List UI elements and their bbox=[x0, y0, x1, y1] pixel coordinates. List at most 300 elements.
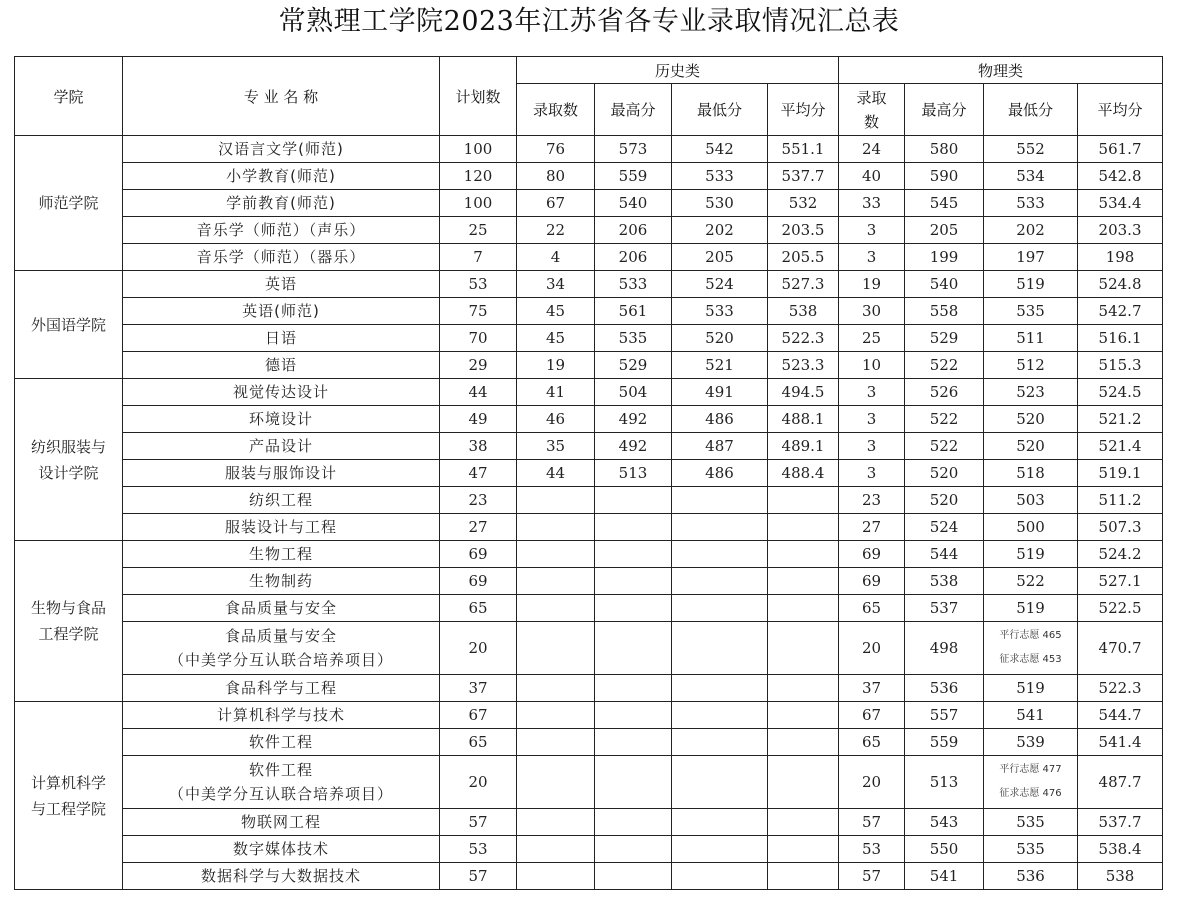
header-physics-group: 物理类 bbox=[839, 57, 1163, 84]
physics-avg-cell: 511.2 bbox=[1078, 487, 1163, 514]
history-admit-cell: 67 bbox=[517, 190, 595, 217]
major-name: 音乐学（师范）（器乐） bbox=[196, 248, 366, 266]
physics-min-cell: 535 bbox=[984, 809, 1078, 836]
major-name: 数字媒体技术 bbox=[232, 840, 329, 858]
history-max-cell bbox=[595, 514, 672, 541]
physics-avg-cell: 527.1 bbox=[1078, 568, 1163, 595]
major-program-note: （中美学分互认联合培养项目） bbox=[168, 651, 393, 669]
plan-cell: 69 bbox=[440, 541, 517, 568]
table-row bbox=[15, 217, 1163, 244]
college-name-line2: 工程学院 bbox=[38, 625, 99, 643]
physics-min-cell: 539 bbox=[984, 729, 1078, 756]
physics-max-cell: 205 bbox=[905, 217, 984, 244]
header-history-group: 历史类 bbox=[517, 57, 839, 84]
header-physics-admit-line1: 录取 bbox=[856, 88, 887, 107]
major-name: 数据科学与大数据技术 bbox=[200, 867, 361, 885]
history-max-cell: 206 bbox=[595, 244, 672, 271]
physics-admit-cell: 57 bbox=[839, 809, 905, 836]
physics-admit-cell: 3 bbox=[839, 433, 905, 460]
plan-cell: 29 bbox=[440, 352, 517, 379]
college-name-line1: 师范学院 bbox=[38, 194, 99, 212]
major-name: 软件工程 bbox=[248, 733, 313, 751]
major-cell bbox=[123, 352, 440, 379]
physics-max-cell: 559 bbox=[905, 729, 984, 756]
history-avg-cell bbox=[768, 541, 839, 568]
history-min-cell: 487 bbox=[672, 433, 768, 460]
plan-cell: 44 bbox=[440, 379, 517, 406]
physics-admit-cell: 65 bbox=[839, 595, 905, 622]
major-cell bbox=[123, 514, 440, 541]
plan-cell: 69 bbox=[440, 568, 517, 595]
plan-cell: 75 bbox=[440, 298, 517, 325]
physics-avg-cell: 534.4 bbox=[1078, 190, 1163, 217]
major-cell bbox=[123, 271, 440, 298]
plan-cell: 49 bbox=[440, 406, 517, 433]
physics-avg-cell: 544.7 bbox=[1078, 702, 1163, 729]
history-max-cell bbox=[595, 595, 672, 622]
history-max-cell: 540 bbox=[595, 190, 672, 217]
table-row bbox=[15, 487, 1163, 514]
physics-max-cell: 522 bbox=[905, 406, 984, 433]
physics-admit-cell: 3 bbox=[839, 460, 905, 487]
major-name: 食品质量与安全 bbox=[224, 599, 337, 617]
history-max-cell bbox=[595, 675, 672, 702]
physics-avg-cell: 538 bbox=[1078, 863, 1163, 890]
history-admit-cell bbox=[517, 836, 595, 863]
college-name-line1: 计算机科学 bbox=[30, 773, 106, 792]
history-min-cell bbox=[672, 514, 768, 541]
physics-max-cell: 522 bbox=[905, 433, 984, 460]
history-max-cell bbox=[595, 487, 672, 514]
physics-min-cell: 535 bbox=[984, 298, 1078, 325]
plan-cell: 100 bbox=[440, 190, 517, 217]
physics-admit-cell: 24 bbox=[839, 136, 905, 163]
history-min-cell: 542 bbox=[672, 136, 768, 163]
plan-cell: 57 bbox=[440, 863, 517, 890]
history-admit-cell: 4 bbox=[517, 244, 595, 271]
history-min-cell bbox=[672, 756, 768, 809]
history-min-cell: 530 bbox=[672, 190, 768, 217]
physics-max-cell: 538 bbox=[905, 568, 984, 595]
header-physics-avg: 平均分 bbox=[1078, 84, 1163, 136]
physics-admit-cell: 37 bbox=[839, 675, 905, 702]
history-avg-cell bbox=[768, 836, 839, 863]
major-cell bbox=[123, 729, 440, 756]
major-program-note: （中美学分互认联合培养项目） bbox=[168, 785, 393, 803]
history-avg-cell bbox=[768, 595, 839, 622]
physics-admit-cell: 3 bbox=[839, 379, 905, 406]
history-max-cell bbox=[595, 729, 672, 756]
major-cell bbox=[123, 406, 440, 433]
major-cell bbox=[123, 487, 440, 514]
table-row bbox=[15, 514, 1163, 541]
history-avg-cell bbox=[768, 514, 839, 541]
table-row bbox=[15, 702, 1163, 729]
physics-admit-cell: 69 bbox=[839, 568, 905, 595]
major-name: 食品科学与工程 bbox=[224, 679, 337, 697]
major-cell bbox=[123, 756, 440, 809]
parallel-choice-min: 平行志愿 477 bbox=[999, 764, 1062, 775]
major-cell bbox=[123, 568, 440, 595]
history-admit-cell bbox=[517, 756, 595, 809]
physics-admit-cell: 20 bbox=[839, 756, 905, 809]
physics-min-cell bbox=[984, 756, 1078, 809]
physics-avg-cell: 521.4 bbox=[1078, 433, 1163, 460]
major-name: 生物工程 bbox=[248, 545, 313, 563]
history-avg-cell: 522.3 bbox=[768, 325, 839, 352]
history-max-cell bbox=[595, 756, 672, 809]
college-name-line1: 纺织服装与 bbox=[30, 437, 106, 456]
physics-max-cell: 520 bbox=[905, 487, 984, 514]
physics-max-cell: 199 bbox=[905, 244, 984, 271]
header-row-group bbox=[15, 57, 1163, 84]
physics-max-cell: 540 bbox=[905, 271, 984, 298]
page-title: 常熟理工学院2023年江苏省各专业录取情况汇总表 bbox=[278, 6, 900, 37]
physics-avg-cell: 542.7 bbox=[1078, 298, 1163, 325]
major-name: 软件工程 bbox=[248, 761, 313, 779]
history-min-cell bbox=[672, 622, 768, 675]
plan-cell: 100 bbox=[440, 136, 517, 163]
major-cell bbox=[123, 244, 440, 271]
plan-cell: 7 bbox=[440, 244, 517, 271]
history-max-cell bbox=[595, 568, 672, 595]
header-physics-admit-line2: 数 bbox=[864, 112, 880, 131]
history-min-cell bbox=[672, 809, 768, 836]
major-cell bbox=[123, 541, 440, 568]
history-admit-cell: 35 bbox=[517, 433, 595, 460]
table-row bbox=[15, 595, 1163, 622]
plan-cell: 70 bbox=[440, 325, 517, 352]
history-admit-cell bbox=[517, 541, 595, 568]
history-avg-cell bbox=[768, 863, 839, 890]
history-min-cell: 533 bbox=[672, 298, 768, 325]
physics-min-cell: 552 bbox=[984, 136, 1078, 163]
physics-min-cell: 520 bbox=[984, 406, 1078, 433]
plan-cell: 38 bbox=[440, 433, 517, 460]
history-min-cell bbox=[672, 836, 768, 863]
plan-cell: 65 bbox=[440, 729, 517, 756]
plan-cell: 65 bbox=[440, 595, 517, 622]
table-row bbox=[15, 460, 1163, 487]
physics-admit-cell: 3 bbox=[839, 217, 905, 244]
plan-cell: 37 bbox=[440, 675, 517, 702]
history-max-cell bbox=[595, 622, 672, 675]
table-row bbox=[15, 756, 1163, 809]
history-min-cell: 486 bbox=[672, 460, 768, 487]
history-admit-cell bbox=[517, 514, 595, 541]
major-name: 音乐学（师范）（声乐） bbox=[196, 221, 366, 239]
physics-admit-cell: 25 bbox=[839, 325, 905, 352]
physics-max-cell: 513 bbox=[905, 756, 984, 809]
physics-min-cell: 197 bbox=[984, 244, 1078, 271]
table-row bbox=[15, 836, 1163, 863]
physics-admit-cell: 20 bbox=[839, 622, 905, 675]
history-admit-cell bbox=[517, 622, 595, 675]
physics-admit-cell: 10 bbox=[839, 352, 905, 379]
table-row bbox=[15, 271, 1163, 298]
physics-min-cell: 511 bbox=[984, 325, 1078, 352]
physics-min-cell: 519 bbox=[984, 675, 1078, 702]
physics-admit-cell: 53 bbox=[839, 836, 905, 863]
history-min-cell: 491 bbox=[672, 379, 768, 406]
physics-min-cell: 518 bbox=[984, 460, 1078, 487]
major-cell bbox=[123, 809, 440, 836]
major-name: 生物制药 bbox=[248, 572, 313, 590]
physics-max-cell: 526 bbox=[905, 379, 984, 406]
table-row bbox=[15, 809, 1163, 836]
major-name: 计算机科学与技术 bbox=[216, 706, 345, 724]
major-name: 汉语言文学(师范) bbox=[218, 140, 344, 158]
history-admit-cell bbox=[517, 863, 595, 890]
header-history-max: 最高分 bbox=[595, 84, 672, 136]
plan-cell: 120 bbox=[440, 163, 517, 190]
history-admit-cell bbox=[517, 702, 595, 729]
supplementary-choice-min: 征求志愿 453 bbox=[999, 654, 1062, 665]
history-min-cell bbox=[672, 595, 768, 622]
plan-cell: 53 bbox=[440, 836, 517, 863]
table-row bbox=[15, 541, 1163, 568]
table-row bbox=[15, 352, 1163, 379]
history-admit-cell: 76 bbox=[517, 136, 595, 163]
physics-max-cell: 498 bbox=[905, 622, 984, 675]
physics-min-cell: 522 bbox=[984, 568, 1078, 595]
physics-max-cell: 529 bbox=[905, 325, 984, 352]
physics-max-cell: 558 bbox=[905, 298, 984, 325]
history-max-cell: 492 bbox=[595, 406, 672, 433]
history-admit-cell: 80 bbox=[517, 163, 595, 190]
history-min-cell: 520 bbox=[672, 325, 768, 352]
physics-admit-cell: 33 bbox=[839, 190, 905, 217]
history-admit-cell: 41 bbox=[517, 379, 595, 406]
physics-admit-cell: 40 bbox=[839, 163, 905, 190]
table-row bbox=[15, 379, 1163, 406]
history-avg-cell: 494.5 bbox=[768, 379, 839, 406]
header-major: 专 业 名 称 bbox=[123, 57, 440, 136]
physics-admit-cell: 65 bbox=[839, 729, 905, 756]
physics-min-cell: 541 bbox=[984, 702, 1078, 729]
major-name: 服装与服饰设计 bbox=[224, 464, 337, 482]
history-admit-cell: 19 bbox=[517, 352, 595, 379]
history-avg-cell bbox=[768, 675, 839, 702]
supplementary-choice-min: 征求志愿 476 bbox=[999, 788, 1062, 799]
physics-avg-cell: 516.1 bbox=[1078, 325, 1163, 352]
major-cell bbox=[123, 217, 440, 244]
history-min-cell: 533 bbox=[672, 163, 768, 190]
major-cell bbox=[123, 836, 440, 863]
physics-admit-cell: 27 bbox=[839, 514, 905, 541]
table-row bbox=[15, 244, 1163, 271]
physics-avg-cell: 519.1 bbox=[1078, 460, 1163, 487]
college-cell bbox=[15, 136, 123, 271]
physics-min-cell bbox=[984, 622, 1078, 675]
history-min-cell: 486 bbox=[672, 406, 768, 433]
physics-max-cell: 520 bbox=[905, 460, 984, 487]
history-min-cell bbox=[672, 675, 768, 702]
major-name: 环境设计 bbox=[248, 410, 313, 428]
major-cell bbox=[123, 433, 440, 460]
physics-max-cell: 524 bbox=[905, 514, 984, 541]
history-max-cell bbox=[595, 541, 672, 568]
physics-min-cell: 523 bbox=[984, 379, 1078, 406]
major-name: 学前教育(师范) bbox=[226, 194, 336, 212]
parallel-choice-min: 平行志愿 465 bbox=[999, 630, 1062, 641]
plan-cell: 57 bbox=[440, 809, 517, 836]
history-avg-cell: 523.3 bbox=[768, 352, 839, 379]
header-physics-min: 最低分 bbox=[984, 84, 1078, 136]
physics-admit-cell: 23 bbox=[839, 487, 905, 514]
physics-admit-cell: 67 bbox=[839, 702, 905, 729]
history-avg-cell: 538 bbox=[768, 298, 839, 325]
history-avg-cell bbox=[768, 487, 839, 514]
history-avg-cell: 532 bbox=[768, 190, 839, 217]
history-max-cell bbox=[595, 809, 672, 836]
physics-max-cell: 543 bbox=[905, 809, 984, 836]
history-avg-cell: 537.7 bbox=[768, 163, 839, 190]
table-row bbox=[15, 163, 1163, 190]
college-name-line1: 外国语学院 bbox=[30, 315, 106, 334]
header-college: 学院 bbox=[15, 57, 123, 136]
major-name: 德语 bbox=[264, 356, 297, 374]
physics-avg-cell: 515.3 bbox=[1078, 352, 1163, 379]
physics-min-cell: 520 bbox=[984, 433, 1078, 460]
major-name: 产品设计 bbox=[248, 437, 313, 455]
history-admit-cell bbox=[517, 729, 595, 756]
header-physics-max: 最高分 bbox=[905, 84, 984, 136]
major-cell bbox=[123, 190, 440, 217]
history-avg-cell: 488.1 bbox=[768, 406, 839, 433]
physics-avg-cell: 507.3 bbox=[1078, 514, 1163, 541]
physics-min-cell: 519 bbox=[984, 271, 1078, 298]
major-name: 英语(师范) bbox=[242, 302, 320, 320]
history-avg-cell bbox=[768, 756, 839, 809]
table-row bbox=[15, 406, 1163, 433]
history-min-cell bbox=[672, 541, 768, 568]
plan-cell: 47 bbox=[440, 460, 517, 487]
physics-min-cell: 512 bbox=[984, 352, 1078, 379]
physics-min-cell: 519 bbox=[984, 541, 1078, 568]
college-cell bbox=[15, 541, 123, 702]
table-body bbox=[15, 136, 1163, 890]
header-plan: 计划数 bbox=[440, 57, 517, 136]
physics-avg-cell: 541.4 bbox=[1078, 729, 1163, 756]
header-history-avg: 平均分 bbox=[768, 84, 839, 136]
physics-admit-cell: 57 bbox=[839, 863, 905, 890]
physics-admit-cell: 3 bbox=[839, 406, 905, 433]
physics-admit-cell: 69 bbox=[839, 541, 905, 568]
table-row bbox=[15, 729, 1163, 756]
physics-max-cell: 522 bbox=[905, 352, 984, 379]
physics-admit-cell: 3 bbox=[839, 244, 905, 271]
history-avg-cell: 488.4 bbox=[768, 460, 839, 487]
physics-avg-cell: 524.5 bbox=[1078, 379, 1163, 406]
plan-cell: 25 bbox=[440, 217, 517, 244]
physics-avg-cell: 522.5 bbox=[1078, 595, 1163, 622]
history-admit-cell bbox=[517, 487, 595, 514]
history-max-cell bbox=[595, 702, 672, 729]
history-min-cell: 521 bbox=[672, 352, 768, 379]
history-avg-cell: 527.3 bbox=[768, 271, 839, 298]
major-name: 纺织工程 bbox=[248, 491, 313, 509]
physics-avg-cell: 537.7 bbox=[1078, 809, 1163, 836]
physics-avg-cell: 470.7 bbox=[1078, 622, 1163, 675]
physics-max-cell: 580 bbox=[905, 136, 984, 163]
physics-min-cell: 534 bbox=[984, 163, 1078, 190]
physics-admit-cell: 19 bbox=[839, 271, 905, 298]
history-max-cell: 492 bbox=[595, 433, 672, 460]
major-name: 小学教育(师范) bbox=[226, 167, 336, 185]
history-max-cell: 529 bbox=[595, 352, 672, 379]
major-name: 视觉传达设计 bbox=[232, 383, 329, 401]
table-row bbox=[15, 863, 1163, 890]
physics-min-cell: 533 bbox=[984, 190, 1078, 217]
physics-min-cell: 519 bbox=[984, 595, 1078, 622]
history-max-cell bbox=[595, 836, 672, 863]
physics-avg-cell: 561.7 bbox=[1078, 136, 1163, 163]
physics-min-cell: 202 bbox=[984, 217, 1078, 244]
major-cell bbox=[123, 702, 440, 729]
physics-max-cell: 590 bbox=[905, 163, 984, 190]
header-history-min: 最低分 bbox=[672, 84, 768, 136]
physics-avg-cell: 524.2 bbox=[1078, 541, 1163, 568]
history-max-cell: 513 bbox=[595, 460, 672, 487]
table-row bbox=[15, 325, 1163, 352]
history-min-cell bbox=[672, 568, 768, 595]
history-avg-cell: 489.1 bbox=[768, 433, 839, 460]
header-history-admit: 录取数 bbox=[517, 84, 595, 136]
physics-avg-cell: 542.8 bbox=[1078, 163, 1163, 190]
history-min-cell: 524 bbox=[672, 271, 768, 298]
major-cell bbox=[123, 379, 440, 406]
major-cell bbox=[123, 863, 440, 890]
history-admit-cell: 34 bbox=[517, 271, 595, 298]
history-max-cell: 559 bbox=[595, 163, 672, 190]
admission-table bbox=[14, 56, 1163, 890]
major-cell bbox=[123, 460, 440, 487]
history-avg-cell: 203.5 bbox=[768, 217, 839, 244]
history-min-cell bbox=[672, 702, 768, 729]
physics-max-cell: 557 bbox=[905, 702, 984, 729]
history-max-cell: 535 bbox=[595, 325, 672, 352]
physics-avg-cell: 521.2 bbox=[1078, 406, 1163, 433]
major-cell bbox=[123, 595, 440, 622]
history-admit-cell bbox=[517, 595, 595, 622]
history-avg-cell bbox=[768, 702, 839, 729]
major-name: 服装设计与工程 bbox=[224, 518, 337, 536]
college-name-line2: 设计学院 bbox=[38, 463, 99, 482]
plan-cell: 20 bbox=[440, 756, 517, 809]
history-admit-cell bbox=[517, 809, 595, 836]
history-max-cell: 533 bbox=[595, 271, 672, 298]
major-cell bbox=[123, 163, 440, 190]
physics-max-cell: 544 bbox=[905, 541, 984, 568]
history-max-cell: 206 bbox=[595, 217, 672, 244]
college-name-line1: 生物与食品 bbox=[30, 599, 106, 617]
college-cell bbox=[15, 271, 123, 379]
table-row bbox=[15, 568, 1163, 595]
major-name: 日语 bbox=[264, 329, 297, 347]
plan-cell: 67 bbox=[440, 702, 517, 729]
physics-avg-cell: 538.4 bbox=[1078, 836, 1163, 863]
major-cell bbox=[123, 622, 440, 675]
history-avg-cell bbox=[768, 622, 839, 675]
table-row bbox=[15, 298, 1163, 325]
physics-avg-cell: 203.3 bbox=[1078, 217, 1163, 244]
history-max-cell: 573 bbox=[595, 136, 672, 163]
physics-admit-cell: 30 bbox=[839, 298, 905, 325]
college-cell bbox=[15, 379, 123, 541]
history-max-cell: 504 bbox=[595, 379, 672, 406]
physics-max-cell: 537 bbox=[905, 595, 984, 622]
